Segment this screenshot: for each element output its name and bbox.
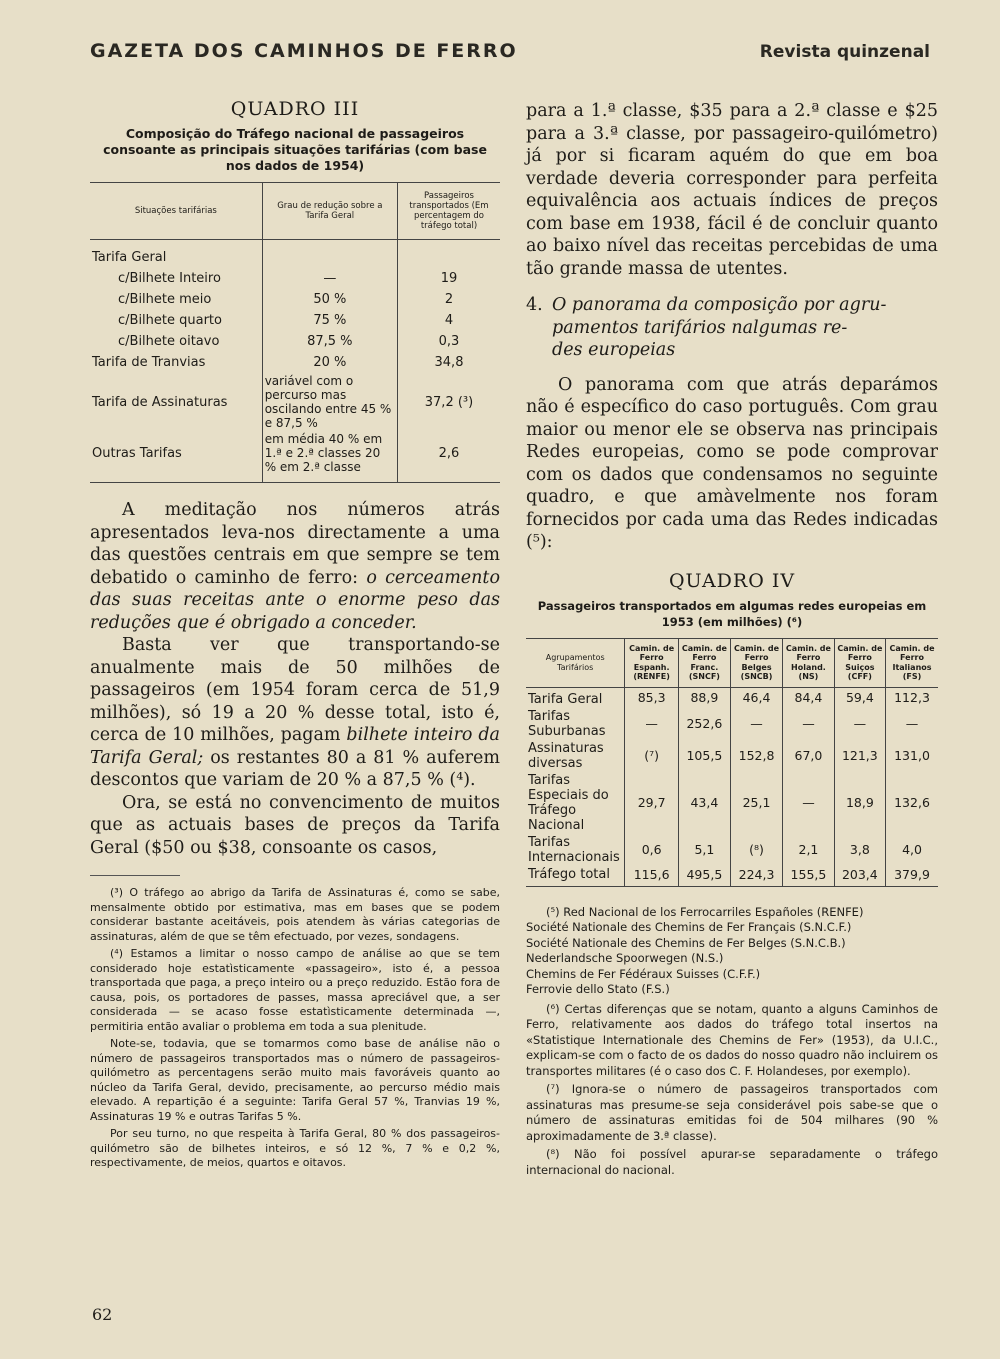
cell: 25,1 — [730, 772, 782, 834]
column-header: Camin. de Ferro Belges (SNCB) — [730, 638, 782, 687]
row-label: Tarifa de Tranvias — [92, 355, 206, 370]
footnote: (⁶) Certas diferenças que se notam, quanto a alguns Caminhos de Ferro, relativamente aos dados do tráfego total insertos na «Statistique Internationale des Chemins de Fer» (1953), da U.I.C., explicam-se com o facto de os dados do nosso quadro não incluirem os transportes militares (é o caso dos C. F. Holandeses, por exemplo). — [526, 1001, 938, 1078]
cell: 121,3 — [834, 740, 885, 772]
quadro3-subtitle: Composição do Tráfego nacional de passageiros consoante as principais situações tarifárias (com base nos dados de 1954) — [103, 126, 487, 173]
cell: 2,6 — [397, 431, 500, 483]
cell: — — [262, 268, 397, 289]
cell: 46,4 — [730, 687, 782, 708]
cell: 203,4 — [834, 866, 885, 887]
column-header: Camin. de Ferro Italianos (FS) — [886, 638, 938, 687]
text-run: os restantes 80 a 81 % auferem descontos que variam de 20 % a 87,5 % (⁴). — [90, 747, 501, 790]
row-label: Outras Tarifas — [90, 431, 262, 483]
paragraph: para a 1.ª classe, $35 para a 2.ª classe e $25 para a 3.ª classe, por passageiro-quilómetro) já por si ficaram aquém do que em boa verdade deveria corresponder para perfeita equivalência aos actuais índices de preços com base em 1938, fácil é de concluir quanto ao baixo nível das receitas percebidas de uma tão grande massa de utentes. — [526, 101, 938, 279]
cell: 20 % — [262, 352, 397, 373]
column-header: Camin. de Ferro Holand. (NS) — [783, 638, 834, 687]
table-header-row — [526, 638, 938, 687]
cell: 252,6 — [678, 708, 730, 740]
quadro3-title: QUADRO III — [230, 98, 360, 120]
row-label: Tarifas Especiais do Tráfego Nacional — [528, 772, 609, 833]
quadro4-table — [526, 638, 938, 887]
row-label: Tarifa de Assinaturas — [92, 394, 228, 410]
footnote: Note-se, todavia, que se tomarmos como base de análise não o número de passageiros transportados mas o número de passageiros-quilómetro as percentagens serão muito mais favoráveis quanto ao núcleo da Tarifa Geral, devido, precisamente, ao percurso médio mais elevado. A repartição é a seguinte: Tarifa Geral 57 %, Tranvias 19 %, Assinaturas 19 % e outras Tarifas 5 %. — [90, 1037, 500, 1123]
quadro4-subtitle: Passageiros transportados em algumas redes europeias em 1953 (em milhões) (⁶) — [537, 598, 927, 629]
row-label: Assinaturas diversas — [528, 740, 604, 771]
footnote: Por seu turno, no que respeita à Tarifa Geral, 80 % dos passageiros-quilómetro são de bilhetes inteiros, e só 12 %, 7 % e 0,2 %, respectivamente, de meios, quartos e oitavos. — [90, 1127, 500, 1169]
footnote-line: Société Nationale des Chemins de Fer Belges (S.N.C.B.) — [526, 935, 846, 950]
cell: 67,0 — [783, 740, 834, 772]
cell — [397, 240, 500, 269]
table-header-row — [90, 183, 500, 240]
section-heading — [526, 294, 938, 362]
row-label: Tráfego total — [526, 866, 625, 887]
cell: 112,3 — [886, 687, 938, 708]
left-column — [90, 98, 500, 1174]
footnote-line: (⁵) Red Nacional de los Ferrocarriles Españoles (RENFE) — [546, 904, 864, 919]
cell: 105,5 — [678, 740, 730, 772]
cell: 85,3 — [625, 687, 679, 708]
footnote-line: Nederlandsche Spoorwegen (N.S.) — [526, 951, 724, 965]
column-header: Passageiros transportados (Em percentagem do tráfego total) — [397, 183, 500, 240]
cell: (⁸) — [730, 834, 782, 866]
cell: — — [834, 708, 885, 740]
section-title-line: pamentos tarifários nalgumas re- — [552, 317, 848, 338]
column-header: Camin. de Ferro Espanh. (RENFE) — [625, 638, 679, 687]
text-run: Basta ver que transportando-se anualmente mais de 50 milhões de passageiros (em 1954 foram cerca de 51,9 milhões), só 19 a 20 % desse total, isto é, cerca de 10 milhões, pagam — [90, 635, 500, 745]
cell: — — [783, 708, 834, 740]
row-label: Tarifa Geral — [528, 691, 603, 707]
paragraph: O panorama com que atrás deparámos não é específico do caso português. Com grau maior ou menor ele se observa nas principais Redes europeias, como se pode comprovar com os dados que condensamos no seguinte quadro, e que amàvelmente nos foram fornecidos por cada uma das Redes indicadas (⁵): — [526, 374, 938, 552]
row-label: Tarifas Internacionais — [528, 834, 620, 865]
cell: 4 — [444, 313, 454, 328]
footnote: (⁸) Não foi possível apurar-se separadamente o tráfego internacional do nacional. — [526, 1147, 938, 1177]
cell: 19 — [440, 271, 458, 286]
footnotes-right — [526, 905, 938, 1179]
cell: variável com o percurso mas oscilando entre 45 % e 87,5 % — [262, 373, 397, 431]
cell: 43,4 — [678, 772, 730, 834]
cell: 59,4 — [834, 687, 885, 708]
cell: 87,5 % — [262, 331, 397, 352]
table-row — [90, 352, 500, 373]
table-row — [90, 268, 500, 289]
table-row — [90, 310, 500, 331]
cell: 37,2 (³) — [424, 394, 474, 410]
paragraph: Ora, se está no convencimento de muitos que as actuais bases de preços da Tarifa Geral ($50 ou $38, consoante os casos, — [90, 792, 500, 858]
cell: 88,9 — [678, 687, 730, 708]
quadro3-table — [90, 182, 500, 483]
footnote-line: Ferrovie dello Stato (F.S.) — [526, 982, 670, 996]
table-row — [90, 289, 500, 310]
footnote: (⁴) Estamos a limitar o nosso campo de análise ao que se tem considerado hoje estatìsticamente «passageiro», isto é, a pessoa transportada que paga, a preço inteiro ou a preço reduzido. Estão fora de causa, pois, os portadores de passes, massa apreciável que, a ser considerada — se acaso fosse estatìsticamente determinada —, permitiria então avaliar o problema em toda a sua plenitude. — [90, 947, 500, 1033]
cell: 2 — [444, 292, 454, 307]
cell: 5,1 — [678, 834, 730, 866]
table-row — [90, 373, 500, 431]
cell: 75 % — [262, 310, 397, 331]
cell: 2,1 — [783, 834, 834, 866]
footnote: (³) O tráfego ao abrigo da Tarifa de Assinaturas é, como se sabe, mensalmente obtido por estimativa, mas em bases que se podem considerar bastante aceitáveis, pois atendem às várias categorias de assinaturas, além de que se têm efectuado, por vezes, sondagens. — [90, 886, 500, 943]
cell: 152,8 — [730, 740, 782, 772]
emphasis-text: bilhete inteiro da Tarifa Geral; — [90, 725, 500, 768]
cell: — — [730, 708, 782, 740]
column-header: Grau de redução sobre a Tarifa Geral — [262, 183, 397, 240]
paragraph — [90, 634, 500, 792]
row-label: c/Bilhete Inteiro — [118, 271, 221, 286]
column-header: Camin. de Ferro Suiços (CFF) — [834, 638, 885, 687]
table-row — [526, 772, 938, 834]
table-row — [90, 331, 500, 352]
cell: 50 % — [262, 289, 397, 310]
cell: 115,6 — [625, 866, 679, 887]
journal-subtitle: Revista quinzenal — [759, 42, 930, 62]
table-row — [90, 431, 500, 483]
right-column — [526, 100, 938, 1181]
cell: — — [625, 708, 679, 740]
row-label: c/Bilhete quarto — [118, 313, 222, 328]
row-label: c/Bilhete meio — [118, 292, 212, 307]
cell: 0,6 — [625, 834, 679, 866]
table-row — [526, 708, 938, 740]
cell: 29,7 — [625, 772, 679, 834]
table-row — [90, 240, 500, 269]
cell: 131,0 — [886, 740, 938, 772]
emphasis-text: o cerceamento das suas receitas ante o enorme peso das reduções que é obrigado a conceder. — [90, 567, 500, 633]
table-row — [526, 740, 938, 772]
table-row — [526, 866, 938, 887]
cell: 132,6 — [886, 772, 938, 834]
table-row — [526, 834, 938, 866]
cell: em média 40 % em 1.ª e 2.ª classes 20 % em 2.ª classe — [262, 431, 397, 483]
cell: 3,8 — [834, 834, 885, 866]
cell: 224,3 — [730, 866, 782, 887]
section-title-line: des europeias — [552, 340, 676, 360]
cell — [262, 240, 397, 269]
cell: — — [783, 772, 834, 834]
column-header: Situações tarifárias — [90, 183, 262, 240]
cell: 155,5 — [783, 866, 834, 887]
cell: 0,3 — [438, 334, 460, 349]
section-number: 4. — [526, 295, 543, 315]
text-run: A meditação nos números atrás apresentados leva-nos directamente a uma das questões centrais em que sempre se tem debatido o caminho de ferro: — [90, 500, 500, 588]
page-number: 62 — [92, 1305, 113, 1324]
footnote-line: Société Nationale des Chemins de Fer Français (S.N.C.F.) — [526, 920, 852, 934]
footnote-divider — [90, 875, 180, 876]
cell: 84,4 — [783, 687, 834, 708]
quadro4-title: QUADRO IV — [668, 569, 796, 592]
cell: 4,0 — [886, 834, 938, 866]
cell: 379,9 — [886, 866, 938, 887]
row-label: Tarifa Geral — [92, 250, 167, 265]
cell: 18,9 — [834, 772, 885, 834]
cell: 495,5 — [678, 866, 730, 887]
row-label: Tarifas Suburbanas — [528, 708, 606, 739]
cell: (⁷) — [625, 740, 679, 772]
cell: — — [886, 708, 938, 740]
journal-title: GAZETA DOS CAMINHOS DE FERRO — [90, 40, 518, 62]
paragraph — [90, 499, 500, 634]
row-label: c/Bilhete oitavo — [118, 334, 220, 349]
column-header: Agrupamentos Tarifários — [526, 638, 625, 687]
table-row — [526, 687, 938, 708]
footnote: (⁷) Ignora-se o número de passageiros transportados com assinaturas mas presume-se seja considerável pois sabe-se que o número de assinaturas emitidas foi de 504 milhares (90 % aproximadamente de 3.ª classe). — [526, 1082, 938, 1143]
section-title-line: O panorama da composição por agru- — [552, 295, 887, 315]
footnote-line: Chemins de Fer Fédéraux Suisses (C.F.F.) — [526, 966, 761, 981]
column-header: Camin. de Ferro Franc. (SNCF) — [678, 638, 730, 687]
cell: 34,8 — [434, 355, 464, 370]
